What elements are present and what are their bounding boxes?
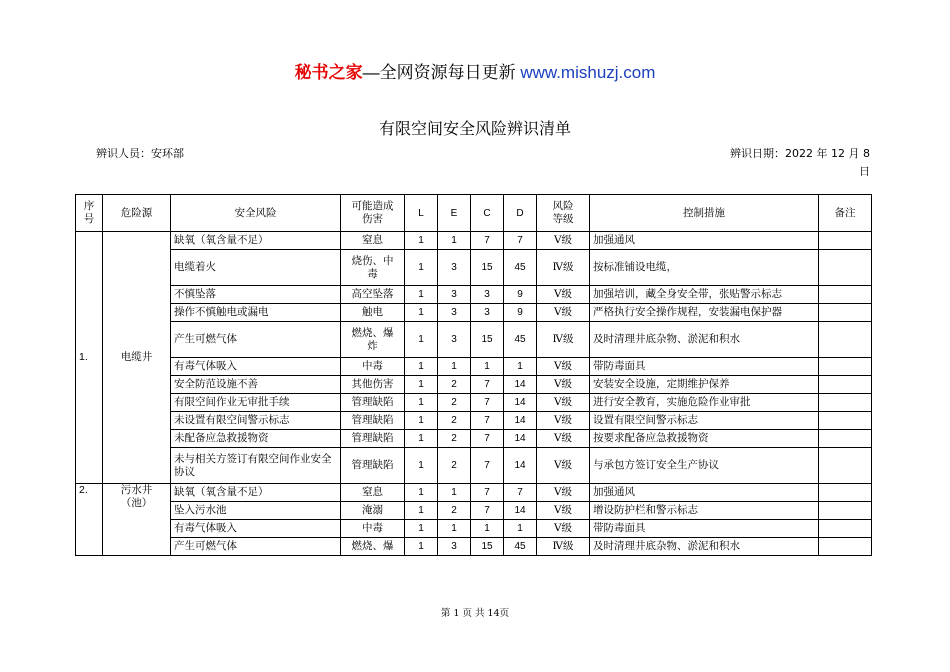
site-banner — [0, 58, 950, 83]
risk-cell: 未配备应急救援物资 — [171, 430, 341, 448]
control-measure-cell: 按要求配备应急救援物资 — [590, 430, 819, 448]
c-value-cell: 7 — [471, 430, 504, 448]
harm-cell: 触电 — [341, 304, 405, 322]
banner-brand: 秘书之家 — [294, 63, 363, 82]
e-value-cell: 2 — [438, 502, 471, 520]
d-value-cell: 45 — [504, 250, 537, 286]
table-row — [76, 394, 872, 412]
header-e: E — [438, 195, 471, 232]
c-value-cell: 3 — [471, 286, 504, 304]
table-row — [76, 286, 872, 304]
risk-cell: 未设置有限空间警示标志 — [171, 412, 341, 430]
identifier-label: 辨识人员：安环部 — [96, 147, 184, 160]
table-row — [76, 502, 872, 520]
control-measure-cell: 严格执行安全操作规程，安装漏电保护器 — [590, 304, 819, 322]
control-measure-cell: 带防毒面具 — [590, 520, 819, 538]
table-row — [76, 322, 872, 358]
remark-cell — [819, 520, 872, 538]
header-seq: 序号 — [76, 195, 103, 232]
d-value-cell: 14 — [504, 430, 537, 448]
remark-cell — [819, 358, 872, 376]
d-value-cell: 9 — [504, 286, 537, 304]
e-value-cell: 1 — [438, 520, 471, 538]
l-value-cell: 1 — [405, 232, 438, 250]
remark-cell — [819, 286, 872, 304]
e-value-cell: 1 — [438, 232, 471, 250]
table-row — [76, 448, 872, 484]
e-value-cell: 2 — [438, 376, 471, 394]
remark-cell — [819, 502, 872, 520]
table-row — [76, 376, 872, 394]
remark-cell — [819, 376, 872, 394]
d-value-cell: 7 — [504, 484, 537, 502]
harm-cell: 其他伤害 — [341, 376, 405, 394]
table-row — [76, 484, 872, 502]
risk-level-cell: Ⅴ级 — [537, 430, 590, 448]
risk-table-body — [76, 232, 872, 556]
l-value-cell: 1 — [405, 286, 438, 304]
d-value-cell: 14 — [504, 502, 537, 520]
l-value-cell: 1 — [405, 502, 438, 520]
c-value-cell: 7 — [471, 484, 504, 502]
e-value-cell: 3 — [438, 286, 471, 304]
e-value-cell: 3 — [438, 250, 471, 286]
hazard-source-cell: 电缆井 — [103, 232, 171, 484]
e-value-cell: 3 — [438, 304, 471, 322]
remark-cell — [819, 484, 872, 502]
risk-cell: 缺氧（氧含量不足） — [171, 232, 341, 250]
harm-cell: 窒息 — [341, 232, 405, 250]
risk-cell: 电缆着火 — [171, 250, 341, 286]
harm-cell: 中毒 — [341, 520, 405, 538]
harm-cell: 淹溺 — [341, 502, 405, 520]
control-measure-cell: 设置有限空间警示标志 — [590, 412, 819, 430]
e-value-cell: 2 — [438, 448, 471, 484]
banner-url[interactable]: www.mishuzj.com — [520, 63, 656, 82]
risk-level-cell: Ⅳ级 — [537, 322, 590, 358]
header-measures: 控制措施 — [590, 195, 819, 232]
hazard-source-cell: 污水井（池） — [103, 484, 171, 556]
table-row — [76, 232, 872, 250]
d-value-cell: 14 — [504, 394, 537, 412]
risk-level-cell: Ⅴ级 — [537, 376, 590, 394]
date-line-1: 辨识日期：2022 年 12 月 8 — [730, 147, 870, 160]
identification-date — [728, 145, 870, 181]
remark-cell — [819, 538, 872, 556]
table-row — [76, 304, 872, 322]
l-value-cell: 1 — [405, 412, 438, 430]
risk-level-cell: Ⅴ级 — [537, 286, 590, 304]
header-l: L — [405, 195, 438, 232]
risk-level-cell: Ⅳ级 — [537, 250, 590, 286]
table-row — [76, 538, 872, 556]
date-line-2: 日 — [859, 165, 870, 178]
l-value-cell: 1 — [405, 304, 438, 322]
header-hazard-source: 危险源 — [103, 195, 171, 232]
c-value-cell: 15 — [471, 322, 504, 358]
remark-cell — [819, 448, 872, 484]
table-row — [76, 430, 872, 448]
l-value-cell: 1 — [405, 448, 438, 484]
remark-cell — [819, 232, 872, 250]
c-value-cell: 7 — [471, 232, 504, 250]
d-value-cell: 1 — [504, 520, 537, 538]
l-value-cell: 1 — [405, 430, 438, 448]
control-measure-cell: 带防毒面具 — [590, 358, 819, 376]
harm-cell: 高空坠落 — [341, 286, 405, 304]
d-value-cell: 14 — [504, 412, 537, 430]
control-measure-cell: 及时清理井底杂物、淤泥和积水 — [590, 538, 819, 556]
control-measure-cell: 按标准铺设电缆， — [590, 250, 819, 286]
risk-cell: 缺氧（氧含量不足） — [171, 484, 341, 502]
e-value-cell: 2 — [438, 412, 471, 430]
e-value-cell: 1 — [438, 484, 471, 502]
header-harm: 可能造成伤害 — [341, 195, 405, 232]
c-value-cell: 1 — [471, 358, 504, 376]
risk-cell: 安全防范设施不善 — [171, 376, 341, 394]
risk-cell: 有毒气体吸入 — [171, 358, 341, 376]
remark-cell — [819, 322, 872, 358]
e-value-cell: 1 — [438, 358, 471, 376]
l-value-cell: 1 — [405, 250, 438, 286]
d-value-cell: 7 — [504, 232, 537, 250]
d-value-cell: 9 — [504, 304, 537, 322]
harm-cell: 管理缺陷 — [341, 430, 405, 448]
banner-tagline: —全网资源每日更新 — [362, 63, 521, 82]
risk-cell: 有毒气体吸入 — [171, 520, 341, 538]
c-value-cell: 7 — [471, 394, 504, 412]
remark-cell — [819, 304, 872, 322]
l-value-cell: 1 — [405, 322, 438, 358]
harm-cell: 燃烧、爆炸 — [341, 322, 405, 358]
harm-cell: 窒息 — [341, 484, 405, 502]
risk-cell: 操作不慎触电或漏电 — [171, 304, 341, 322]
header-risk: 安全风险 — [171, 195, 341, 232]
harm-cell: 管理缺陷 — [341, 394, 405, 412]
d-value-cell: 45 — [504, 538, 537, 556]
l-value-cell: 1 — [405, 376, 438, 394]
risk-level-cell: Ⅴ级 — [537, 232, 590, 250]
header-d: D — [504, 195, 537, 232]
group-index-cell: 2. — [76, 484, 103, 556]
table-row — [76, 358, 872, 376]
risk-cell: 产生可燃气体 — [171, 538, 341, 556]
table-row — [76, 412, 872, 430]
d-value-cell: 14 — [504, 448, 537, 484]
harm-cell: 中毒 — [341, 358, 405, 376]
risk-level-cell: Ⅳ级 — [537, 538, 590, 556]
header-c: C — [471, 195, 504, 232]
e-value-cell: 3 — [438, 322, 471, 358]
c-value-cell: 15 — [471, 538, 504, 556]
risk-cell: 不慎坠落 — [171, 286, 341, 304]
remark-cell — [819, 430, 872, 448]
page-footer: 第 1 页 共 14页 — [440, 608, 510, 619]
risk-level-cell: Ⅴ级 — [537, 502, 590, 520]
control-measure-cell: 安装安全设施，定期维护保养 — [590, 376, 819, 394]
control-measure-cell: 增设防护栏和警示标志 — [590, 502, 819, 520]
control-measure-cell: 与承包方签订安全生产协议 — [590, 448, 819, 484]
control-measure-cell: 及时清理井底杂物、淤泥和积水 — [590, 322, 819, 358]
c-value-cell: 7 — [471, 502, 504, 520]
control-measure-cell: 加强通风 — [590, 484, 819, 502]
risk-level-cell: Ⅴ级 — [537, 394, 590, 412]
d-value-cell: 45 — [504, 322, 537, 358]
control-measure-cell: 进行安全教育，实施危险作业审批 — [590, 394, 819, 412]
document-title: 有限空间安全风险辨识清单 — [378, 119, 571, 138]
e-value-cell: 2 — [438, 394, 471, 412]
c-value-cell: 3 — [471, 304, 504, 322]
e-value-cell: 2 — [438, 430, 471, 448]
remark-cell — [819, 250, 872, 286]
risk-table — [75, 194, 872, 556]
risk-level-cell: Ⅴ级 — [537, 358, 590, 376]
remark-cell — [819, 412, 872, 430]
harm-cell: 管理缺陷 — [341, 448, 405, 484]
l-value-cell: 1 — [405, 394, 438, 412]
risk-cell: 有限空间作业无审批手续 — [171, 394, 341, 412]
d-value-cell: 1 — [504, 358, 537, 376]
control-measure-cell: 加强培训，藏全身安全带，张贴警示标志 — [590, 286, 819, 304]
c-value-cell: 7 — [471, 448, 504, 484]
harm-cell: 管理缺陷 — [341, 412, 405, 430]
harm-cell: 烧伤、中毒 — [341, 250, 405, 286]
l-value-cell: 1 — [405, 520, 438, 538]
e-value-cell: 3 — [438, 538, 471, 556]
table-header-row — [76, 195, 872, 232]
header-remark: 备注 — [819, 195, 872, 232]
c-value-cell: 15 — [471, 250, 504, 286]
c-value-cell: 7 — [471, 376, 504, 394]
l-value-cell: 1 — [405, 538, 438, 556]
harm-cell: 燃烧、爆 — [341, 538, 405, 556]
group-index-cell: 1. — [76, 232, 103, 484]
l-value-cell: 1 — [405, 484, 438, 502]
risk-cell: 产生可燃气体 — [171, 322, 341, 358]
table-row — [76, 520, 872, 538]
d-value-cell: 14 — [504, 376, 537, 394]
risk-cell: 坠入污水池 — [171, 502, 341, 520]
risk-level-cell: Ⅴ级 — [537, 304, 590, 322]
control-measure-cell: 加强通风 — [590, 232, 819, 250]
l-value-cell: 1 — [405, 358, 438, 376]
header-level: 风险等级 — [537, 195, 590, 232]
risk-level-cell: Ⅴ级 — [537, 448, 590, 484]
risk-level-cell: Ⅴ级 — [537, 520, 590, 538]
risk-level-cell: Ⅴ级 — [537, 412, 590, 430]
c-value-cell: 7 — [471, 412, 504, 430]
risk-level-cell: Ⅴ级 — [537, 484, 590, 502]
c-value-cell: 1 — [471, 520, 504, 538]
risk-cell: 未与相关方签订有限空间作业安全协议 — [171, 448, 341, 484]
table-row — [76, 250, 872, 286]
remark-cell — [819, 394, 872, 412]
